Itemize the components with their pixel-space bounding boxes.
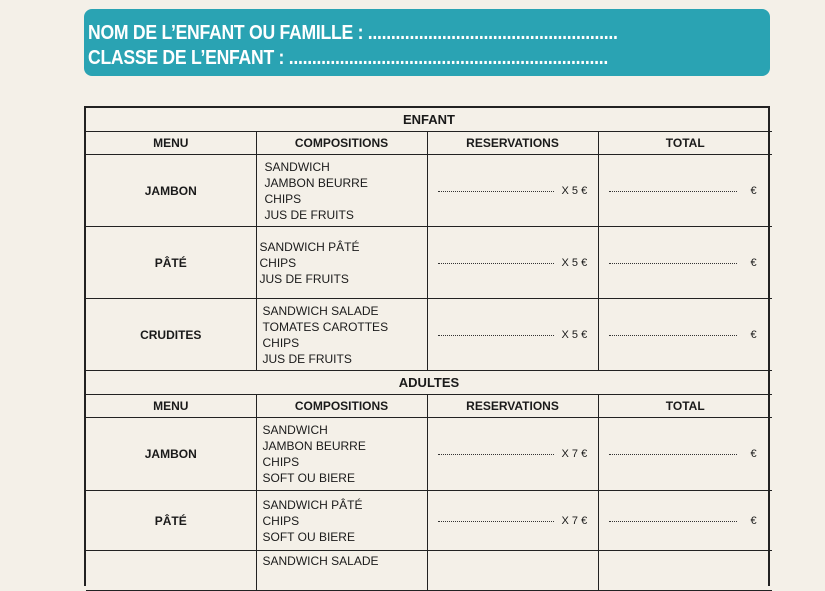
composition-list	[256, 551, 427, 591]
composition-item: JAMBON BEURRE	[262, 439, 366, 453]
child-name-line[interactable]: NOM DE L’ENFANT OU FAMILLE : ......................................................	[88, 22, 618, 44]
composition-item: CHIPS	[262, 455, 300, 469]
composition-item: CHIPS	[262, 335, 300, 350]
composition-item: TOMATES CAROTTES	[262, 319, 389, 334]
menu-name: JAMBON	[86, 155, 256, 227]
unit-price: X 5 €	[561, 328, 588, 341]
composition-item: CHIPS	[259, 255, 297, 270]
column-header: RESERVATIONS	[427, 132, 598, 155]
column-header: COMPOSITIONS	[256, 132, 427, 155]
column-header: TOTAL	[598, 132, 772, 155]
quantity-blank[interactable]	[438, 520, 554, 522]
menu-name: PÂTÉ	[86, 491, 256, 551]
reservation-cell[interactable]	[427, 551, 598, 591]
composition-item: CHIPS	[264, 191, 302, 206]
total-blank[interactable]	[609, 334, 737, 336]
table-row	[86, 551, 772, 591]
table-row	[86, 227, 772, 299]
composition-item: JUS DE FRUITS	[259, 271, 349, 286]
child-class-line[interactable]: CLASSE DE L’ENFANT : .....................................................................	[88, 47, 608, 69]
reservation-cell[interactable]	[427, 227, 598, 299]
reservation-cell[interactable]	[427, 418, 598, 491]
unit-price: X 7 €	[561, 514, 588, 527]
section-title-adultes: ADULTES	[86, 371, 772, 395]
composition-item: JUS DE FRUITS	[264, 207, 354, 222]
currency-symbol: €	[750, 328, 757, 341]
unit-price: X 7 €	[561, 448, 588, 460]
total-cell[interactable]	[598, 491, 772, 551]
total-blank[interactable]	[609, 520, 737, 522]
menu-name: JAMBON	[86, 418, 256, 491]
order-table	[86, 108, 772, 591]
order-form	[84, 106, 770, 586]
composition-item: SANDWICH	[262, 423, 328, 437]
composition-item: SANDWICH	[264, 159, 330, 174]
unit-price: X 5 €	[561, 184, 588, 197]
composition-list	[256, 491, 427, 551]
composition-item: SOFT OU BIERE	[262, 529, 355, 544]
currency-symbol: €	[750, 256, 757, 269]
reservation-cell[interactable]	[427, 491, 598, 551]
menu-name: CRUDITES	[86, 299, 256, 371]
total-cell[interactable]	[598, 299, 772, 371]
total-blank[interactable]	[609, 453, 737, 455]
total-blank[interactable]	[609, 190, 737, 192]
total-cell[interactable]	[598, 155, 772, 227]
composition-item: JAMBON BEURRE	[264, 175, 368, 190]
reservation-cell[interactable]	[427, 155, 598, 227]
column-header: MENU	[86, 132, 256, 155]
table-row	[86, 418, 772, 491]
header-banner	[84, 9, 770, 76]
section-title-enfant: ENFANT	[86, 108, 772, 132]
column-header: RESERVATIONS	[427, 395, 598, 418]
unit-price: X 5 €	[561, 256, 588, 269]
total-cell[interactable]	[598, 418, 772, 491]
currency-symbol: €	[750, 448, 757, 460]
currency-symbol: €	[750, 514, 757, 527]
composition-item: SANDWICH PÂTÉ	[262, 497, 363, 512]
total-cell[interactable]	[598, 551, 772, 591]
composition-item: SANDWICH SALADE	[262, 554, 379, 568]
composition-item: SOFT OU BIERE	[262, 471, 355, 485]
composition-item: SANDWICH PÂTÉ	[259, 239, 360, 254]
table-row	[86, 155, 772, 227]
composition-list	[256, 227, 427, 299]
composition-list	[256, 418, 427, 491]
total-cell[interactable]	[598, 227, 772, 299]
table-row	[86, 299, 772, 371]
quantity-blank[interactable]	[438, 262, 554, 264]
menu-name	[86, 551, 256, 591]
reservation-cell[interactable]	[427, 299, 598, 371]
total-blank[interactable]	[609, 262, 737, 264]
column-header: COMPOSITIONS	[256, 395, 427, 418]
composition-list	[256, 155, 427, 227]
quantity-blank[interactable]	[438, 334, 554, 336]
quantity-blank[interactable]	[438, 453, 554, 455]
composition-item: CHIPS	[262, 513, 300, 528]
composition-item: SANDWICH SALADE	[262, 303, 379, 318]
table-row	[86, 491, 772, 551]
column-header: MENU	[86, 395, 256, 418]
composition-item: JUS DE FRUITS	[262, 351, 352, 366]
composition-list	[256, 299, 427, 371]
quantity-blank[interactable]	[438, 190, 554, 192]
menu-name: PÂTÉ	[86, 227, 256, 299]
currency-symbol: €	[750, 184, 757, 197]
column-header: TOTAL	[598, 395, 772, 418]
